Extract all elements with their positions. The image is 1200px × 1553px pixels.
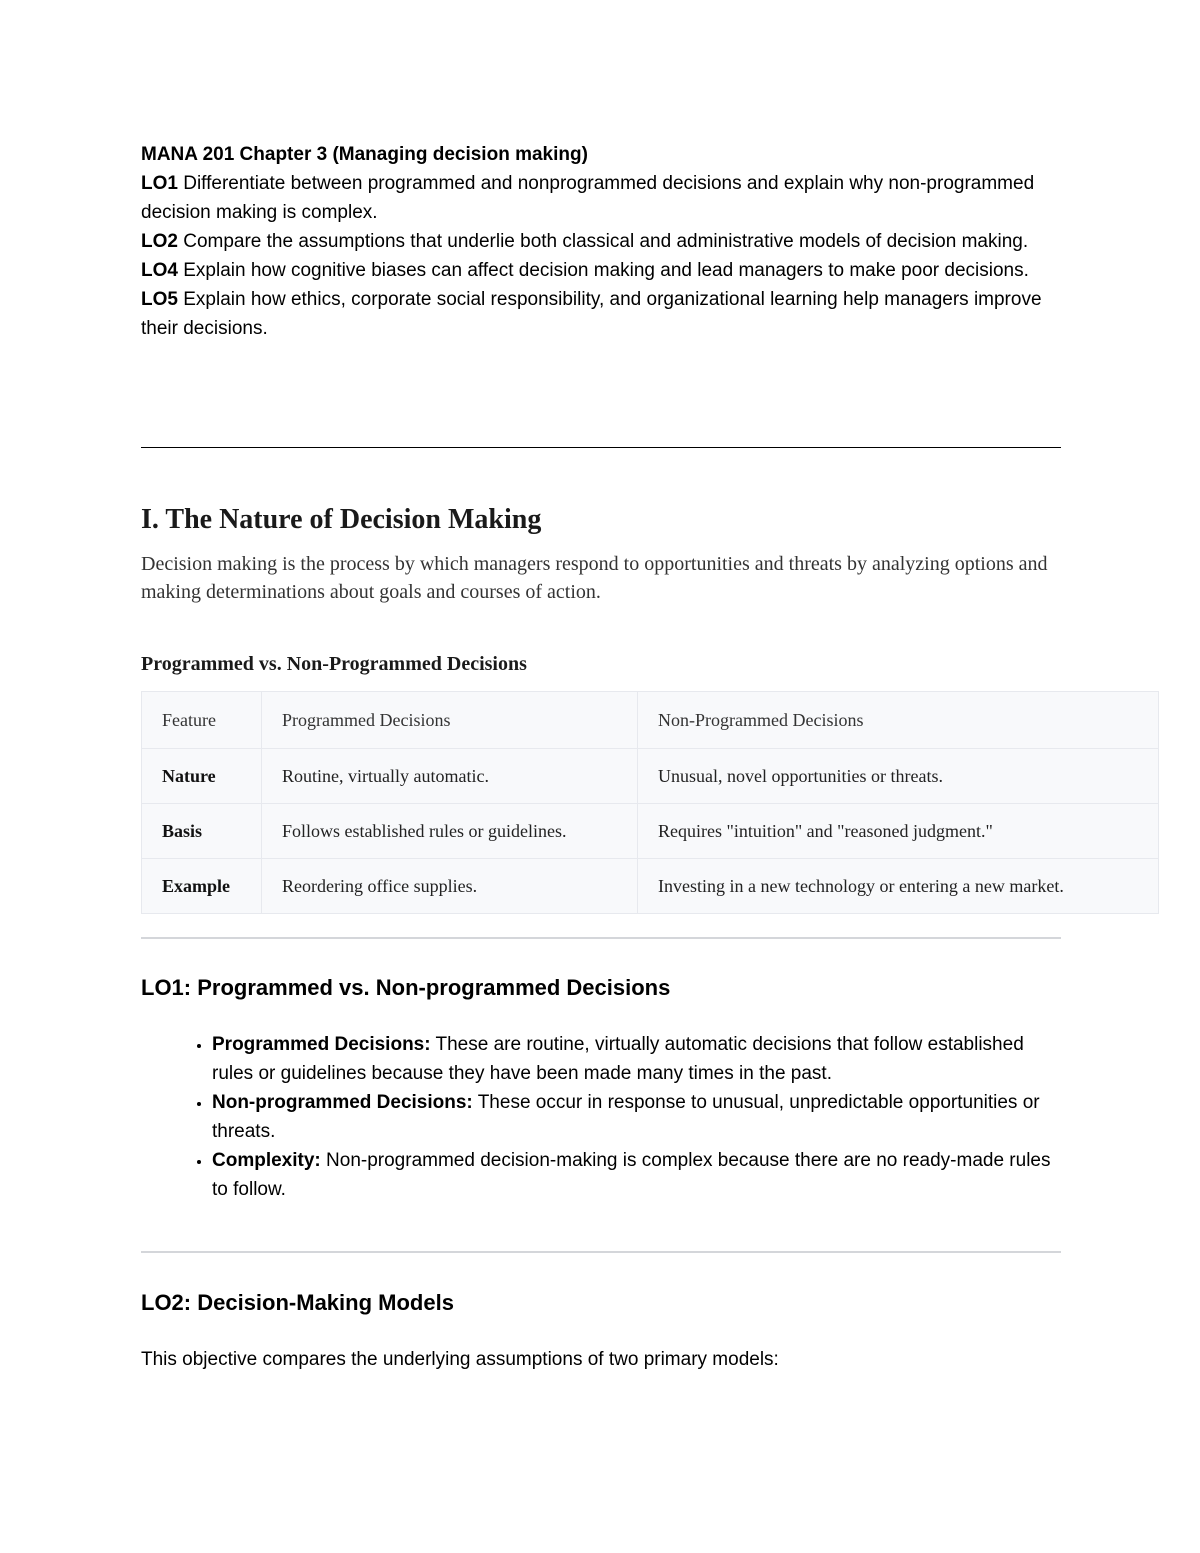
- table-title: Programmed vs. Non-Programmed Decisions: [141, 653, 527, 675]
- comparison-table: [141, 691, 1159, 914]
- section-lo1: [141, 972, 1061, 1204]
- table-row: [142, 804, 1159, 859]
- section-heading: I. The Nature of Decision Making: [141, 504, 542, 535]
- table-cell-feature: Example: [142, 859, 262, 914]
- table-row: [142, 749, 1159, 804]
- table-row: [142, 859, 1159, 914]
- objective-lo5: LO5 Explain how ethics, corporate social responsibility, and organizational learning help managers improve their decisions.: [141, 289, 1042, 339]
- table-cell: Unusual, novel opportunities or threats.: [638, 749, 1159, 804]
- section-nature-of-decision-making: [141, 502, 1061, 678]
- horizontal-rule: [141, 937, 1061, 939]
- horizontal-rule: [141, 447, 1061, 448]
- document-title: MANA 201 Chapter 3 (Managing decision making): [141, 144, 588, 165]
- list-item: • Complexity: Non-programmed decision-making is complex because there are no ready-made rules to follow.: [212, 1146, 1061, 1204]
- table-cell: Investing in a new technology or entering a new market.: [638, 859, 1159, 914]
- table-cell-feature: Basis: [142, 804, 262, 859]
- objective-lo4: LO4 Explain how cognitive biases can affect decision making and lead managers to make poor decisions.: [141, 260, 1029, 281]
- table-cell: Follows established rules or guidelines.: [262, 804, 638, 859]
- table-cell: Reordering office supplies.: [262, 859, 638, 914]
- section-heading: LO1: Programmed vs. Non-programmed Decisions: [141, 975, 671, 1000]
- table-cell-feature: Nature: [142, 749, 262, 804]
- table-cell: Routine, virtually automatic.: [262, 749, 638, 804]
- document-header: [141, 140, 1061, 343]
- section-intro: Decision making is the process by which managers respond to opportunities and threats by analyzing options and making determinations about goals and courses of action.: [141, 553, 1048, 603]
- objective-lo1: LO1 Differentiate between programmed and nonprogrammed decisions and explain why non-programmed decision making is complex.: [141, 173, 1035, 223]
- list-item: • Non-programmed Decisions: These occur in response to unusual, unpredictable opportunities or threats.: [212, 1088, 1061, 1146]
- table-header-cell: Programmed Decisions: [262, 692, 638, 749]
- section-heading: LO2: Decision-Making Models: [141, 1290, 454, 1315]
- objective-lo2: LO2 Compare the assumptions that underlie both classical and administrative models of decision making.: [141, 231, 1029, 252]
- table-header-cell: Non-Programmed Decisions: [638, 692, 1159, 749]
- section-text: This objective compares the underlying assumptions of two primary models:: [141, 1349, 779, 1370]
- section-lo2: [141, 1287, 1061, 1374]
- horizontal-rule: [141, 1251, 1061, 1253]
- table-cell: Requires "intuition" and "reasoned judgment.": [638, 804, 1159, 859]
- table-header-row: [142, 692, 1159, 749]
- bullet-list: [141, 1030, 1061, 1204]
- table-header-cell: Feature: [142, 692, 262, 749]
- list-item: • Programmed Decisions: These are routine, virtually automatic decisions that follow established rules or guidelines because they have been made many times in the past.: [212, 1030, 1061, 1088]
